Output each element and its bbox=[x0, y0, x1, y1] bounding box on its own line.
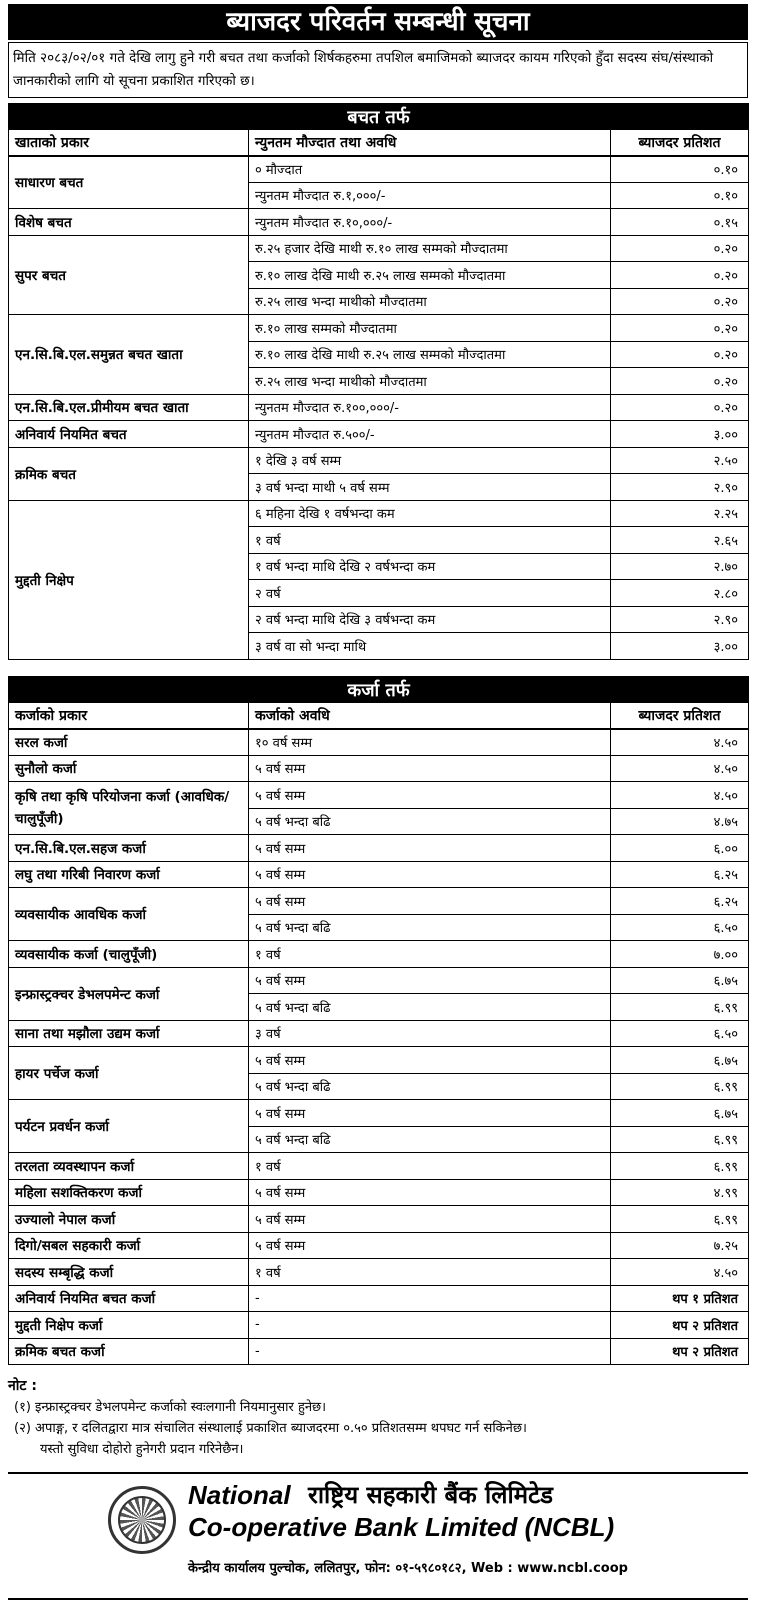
savings-condition-cell: १ वर्ष भन्दा माथि देखि २ वर्षभन्दा कम bbox=[249, 553, 611, 580]
savings-rate-cell: २.५० bbox=[611, 447, 749, 474]
loan-row bbox=[9, 888, 749, 915]
savings-rate-cell: ०.२० bbox=[611, 235, 749, 262]
loan-rate-cell: ४.७५ bbox=[611, 808, 749, 835]
loan-rate-cell: ६.९९ bbox=[611, 994, 749, 1021]
savings-rate-cell: ३.०० bbox=[611, 421, 749, 448]
loan-row bbox=[9, 1179, 749, 1206]
loan-condition-cell: १ वर्ष bbox=[249, 1153, 611, 1180]
savings-rate-cell: ०.२० bbox=[611, 288, 749, 315]
loan-condition-cell: ३ वर्ष bbox=[249, 1020, 611, 1047]
loan-rate-cell: ६.७५ bbox=[611, 1100, 749, 1127]
loan-rate-cell: ६.९९ bbox=[611, 1073, 749, 1100]
loan-rate-cell: ४.५० bbox=[611, 782, 749, 809]
loan-rate-cell: ६.२५ bbox=[611, 888, 749, 915]
loan-type-cell: पर्यटन प्रवर्धन कर्जा bbox=[9, 1100, 249, 1153]
loan-row bbox=[9, 835, 749, 862]
seal-emblem-icon bbox=[118, 1496, 166, 1544]
bank-name-nepali: राष्ट्रिय सहकारी बैंक लिमिटेड bbox=[308, 1481, 554, 1509]
savings-condition-cell: ० मौज्दात bbox=[249, 156, 611, 183]
savings-row bbox=[9, 156, 749, 183]
loan-condition-cell: ५ वर्ष सम्म bbox=[249, 1047, 611, 1074]
savings-type-cell: एन.सि.बि.एल.समुन्नत बचत खाता bbox=[9, 315, 249, 395]
savings-condition-cell: रु.२५ लाख भन्दा माथीको मौज्दातमा bbox=[249, 288, 611, 315]
loan-condition-cell: ५ वर्ष भन्दा बढि bbox=[249, 808, 611, 835]
loan-condition-cell: ५ वर्ष सम्म bbox=[249, 755, 611, 782]
loan-row bbox=[9, 1020, 749, 1047]
loan-row bbox=[9, 1259, 749, 1286]
savings-type-cell: एन.सि.बि.एल.प्रीमीयम बचत खाता bbox=[9, 394, 249, 421]
savings-condition-cell: न्युनतम मौज्दात रु.१,०००/- bbox=[249, 182, 611, 209]
loan-condition-cell: ५ वर्ष सम्म bbox=[249, 888, 611, 915]
savings-rate-cell: २.९० bbox=[611, 474, 749, 501]
loan-condition-cell: ५ वर्ष भन्दा बढि bbox=[249, 994, 611, 1021]
note-item-2: (२) अपाङ्ग, र दलितद्वारा मात्र संचालित संस्थालाई प्रकाशित ब्याजदरमा ०.५० प्रतिशतसम्म थपघट गर्न सकिनेछ। bbox=[14, 1421, 527, 1436]
loans-col-duration: कर्जाको अवधि bbox=[249, 703, 611, 729]
loan-row bbox=[9, 1153, 749, 1180]
loan-condition-cell: १ वर्ष bbox=[249, 941, 611, 968]
savings-col-condition: न्युनतम मौज्दात तथा अवधि bbox=[249, 130, 611, 156]
loan-type-cell: तरलता व्यवस्थापन कर्जा bbox=[9, 1153, 249, 1180]
savings-row bbox=[9, 235, 749, 262]
note-item-1: (१) इन्फ्रास्ट्रक्चर डेभलपमेन्ट कर्जाको स्वःलगानी नियमानुसार हुनेछ। bbox=[14, 1400, 327, 1415]
loan-type-cell: सदस्य सम्बृद्धि कर्जा bbox=[9, 1259, 249, 1286]
savings-rate-cell: ०.२० bbox=[611, 315, 749, 342]
loan-condition-cell: ५ वर्ष सम्म bbox=[249, 1206, 611, 1233]
savings-type-cell: अनिवार्य नियमित बचत bbox=[9, 421, 249, 448]
savings-rate-cell: ०.२० bbox=[611, 341, 749, 368]
savings-condition-cell: २ वर्ष भन्दा माथि देखि ३ वर्षभन्दा कम bbox=[249, 606, 611, 633]
bank-footer bbox=[8, 1472, 748, 1600]
bank-seal-logo bbox=[108, 1486, 176, 1554]
loan-type-cell: व्यवसायीक कर्जा (चालुपूँजी) bbox=[9, 941, 249, 968]
loan-rate-cell: ६.५० bbox=[611, 1020, 749, 1047]
loan-type-cell: अनिवार्य नियमित बचत कर्जा bbox=[9, 1285, 249, 1312]
loan-row bbox=[9, 1232, 749, 1259]
loan-row bbox=[9, 1206, 749, 1233]
loan-condition-cell: - bbox=[249, 1285, 611, 1312]
savings-rate-cell: २.७० bbox=[611, 553, 749, 580]
loan-row bbox=[9, 782, 749, 809]
savings-rate-cell: ०.१० bbox=[611, 182, 749, 209]
savings-type-cell: साधारण बचत bbox=[9, 156, 249, 209]
savings-condition-cell: ६ महिना देखि १ वर्षभन्दा कम bbox=[249, 500, 611, 527]
loan-rate-cell: ७.२५ bbox=[611, 1232, 749, 1259]
loan-type-cell: उज्यालो नेपाल कर्जा bbox=[9, 1206, 249, 1233]
savings-condition-cell: न्युनतम मौज्दात रु.१०,०००/- bbox=[249, 209, 611, 236]
savings-condition-cell: न्युनतम मौज्दात रु.१००,०००/- bbox=[249, 394, 611, 421]
loan-rate-cell: थप २ प्रतिशत bbox=[611, 1312, 749, 1339]
loan-type-cell: एन.सि.बि.एल.सहज कर्जा bbox=[9, 835, 249, 862]
loan-condition-cell: ५ वर्ष सम्म bbox=[249, 835, 611, 862]
savings-rate-table bbox=[8, 103, 749, 660]
loan-type-cell: महिला सशक्तिकरण कर्जा bbox=[9, 1179, 249, 1206]
loan-row bbox=[9, 941, 749, 968]
loan-rate-cell: ६.५० bbox=[611, 914, 749, 941]
savings-condition-cell: १ वर्ष bbox=[249, 527, 611, 554]
loan-rate-cell: ४.५० bbox=[611, 729, 749, 756]
savings-condition-cell: रु.१० लाख सम्मको मौज्दातमा bbox=[249, 315, 611, 342]
loan-type-cell: व्यवसायीक आवधिक कर्जा bbox=[9, 888, 249, 941]
savings-rate-cell: २.८० bbox=[611, 580, 749, 607]
loan-condition-cell: १० वर्ष सम्म bbox=[249, 729, 611, 756]
loan-row bbox=[9, 1100, 749, 1127]
loan-condition-cell: ५ वर्ष भन्दा बढि bbox=[249, 914, 611, 941]
loan-type-cell: इन्फ्रास्ट्रक्चर डेभलपमेन्ट कर्जा bbox=[9, 967, 249, 1020]
loans-heading: कर्जा तर्फ bbox=[9, 677, 749, 703]
savings-rate-cell: ३.०० bbox=[611, 633, 749, 660]
savings-row bbox=[9, 421, 749, 448]
note-item-2-continuation: यस्तो सुविधा दोहोरो हुनेगरी प्रदान गरिनेछैन। bbox=[40, 1442, 244, 1457]
savings-rate-cell: ०.२० bbox=[611, 262, 749, 289]
savings-rate-cell: ०.१० bbox=[611, 156, 749, 183]
savings-condition-cell: रु.२५ लाख भन्दा माथीको मौज्दातमा bbox=[249, 368, 611, 395]
loan-type-cell: दिगो/सबल सहकारी कर्जा bbox=[9, 1232, 249, 1259]
loan-condition-cell: ५ वर्ष भन्दा बढि bbox=[249, 1073, 611, 1100]
loan-condition-cell: ५ वर्ष सम्म bbox=[249, 1100, 611, 1127]
loan-row bbox=[9, 967, 749, 994]
savings-type-cell: विशेष बचत bbox=[9, 209, 249, 236]
bank-address: केन्द्रीय कार्यालय पुल्चोक, ललितपुर, फोन: ०१-५९८०१८२, Web : www.ncbl.coop bbox=[188, 1561, 628, 1576]
savings-condition-cell: ३ वर्ष वा सो भन्दा माथि bbox=[249, 633, 611, 660]
loan-type-cell: मुद्दती निक्षेप कर्जा bbox=[9, 1312, 249, 1339]
loan-type-cell: कृषि तथा कृषि परियोजना कर्जा (आवधिक/चालुपूँजी) bbox=[9, 782, 249, 835]
savings-condition-cell: १ देखि ३ वर्ष सम्म bbox=[249, 447, 611, 474]
loan-rate-cell: ४.५० bbox=[611, 1259, 749, 1286]
savings-condition-cell: रु.१० लाख देखि माथी रु.२५ लाख सम्मको मौज्दातमा bbox=[249, 341, 611, 368]
loan-type-cell: सरल कर्जा bbox=[9, 729, 249, 756]
loan-rate-cell: ४.५० bbox=[611, 755, 749, 782]
savings-heading: बचत तर्फ bbox=[9, 104, 749, 130]
loan-condition-cell: - bbox=[249, 1312, 611, 1339]
loan-condition-cell: ५ वर्ष सम्म bbox=[249, 967, 611, 994]
loan-rate-cell: ६.०० bbox=[611, 835, 749, 862]
loan-rate-table bbox=[8, 676, 749, 1365]
savings-condition-cell: रु.१० लाख देखि माथी रु.२५ लाख सम्मको मौज्दातमा bbox=[249, 262, 611, 289]
loan-row bbox=[9, 1312, 749, 1339]
bank-name-english-line1: National bbox=[188, 1480, 291, 1510]
loan-type-cell: हायर पर्चेज कर्जा bbox=[9, 1047, 249, 1100]
savings-rate-cell: ०.१५ bbox=[611, 209, 749, 236]
loan-rate-cell: ६.२५ bbox=[611, 861, 749, 888]
savings-col-type: खाताको प्रकार bbox=[9, 130, 249, 156]
savings-rate-cell: २.२५ bbox=[611, 500, 749, 527]
loan-type-cell: साना तथा मझौला उद्यम कर्जा bbox=[9, 1020, 249, 1047]
loan-row bbox=[9, 1285, 749, 1312]
savings-condition-cell: न्युनतम मौज्दात रु.५००/- bbox=[249, 421, 611, 448]
savings-rate-cell: २.६५ bbox=[611, 527, 749, 554]
savings-type-cell: क्रमिक बचत bbox=[9, 447, 249, 500]
savings-rate-cell: २.९० bbox=[611, 606, 749, 633]
loan-condition-cell: ५ वर्ष सम्म bbox=[249, 861, 611, 888]
loans-col-type: कर्जाको प्रकार bbox=[9, 703, 249, 729]
loan-rate-cell: ७.०० bbox=[611, 941, 749, 968]
loan-rate-cell: ६.७५ bbox=[611, 1047, 749, 1074]
loan-rate-cell: ६.७५ bbox=[611, 967, 749, 994]
loan-type-cell: सुनौलो कर्जा bbox=[9, 755, 249, 782]
loan-rate-cell: थप १ प्रतिशत bbox=[611, 1285, 749, 1312]
savings-row bbox=[9, 500, 749, 527]
notice-title: ब्याजदर परिवर्तन सम्बन्धी सूचना bbox=[8, 4, 748, 40]
loan-rate-cell: ६.९९ bbox=[611, 1153, 749, 1180]
loan-row bbox=[9, 755, 749, 782]
loan-rate-cell: थप २ प्रतिशत bbox=[611, 1338, 749, 1365]
bank-name-english-line2: Co-operative Bank Limited (NCBL) bbox=[188, 1512, 615, 1542]
savings-rate-cell: ०.२० bbox=[611, 368, 749, 395]
savings-type-cell: मुद्दती निक्षेप bbox=[9, 500, 249, 659]
savings-row bbox=[9, 447, 749, 474]
loan-condition-cell: १ वर्ष bbox=[249, 1259, 611, 1286]
loan-row bbox=[9, 729, 749, 756]
loans-col-rate: ब्याजदर प्रतिशत bbox=[611, 703, 749, 729]
savings-condition-cell: ३ वर्ष भन्दा माथी ५ वर्ष सम्म bbox=[249, 474, 611, 501]
loan-row bbox=[9, 1338, 749, 1365]
savings-row bbox=[9, 315, 749, 342]
loan-condition-cell: ५ वर्ष भन्दा बढि bbox=[249, 1126, 611, 1153]
loan-condition-cell: ५ वर्ष सम्म bbox=[249, 1179, 611, 1206]
savings-row bbox=[9, 209, 749, 236]
loan-condition-cell: ५ वर्ष सम्म bbox=[249, 1232, 611, 1259]
loan-condition-cell: - bbox=[249, 1338, 611, 1365]
savings-condition-cell: रु.२५ हजार देखि माथी रु.१० लाख सम्मको मौज्दातमा bbox=[249, 235, 611, 262]
savings-type-cell: सुपर बचत bbox=[9, 235, 249, 315]
intro-paragraph: मिति २०८३/०२/०१ गते देखि लागु हुने गरी बचत तथा कर्जाको शिर्षकहरुमा तपशिल बमाजिमको ब्याजदर कायम गरिएको हुँदा सदस्य संघ/संस्थाको जानकारीको लागि यो सूचना प्रकाशित गरिएको छ। bbox=[8, 42, 748, 98]
loan-rate-cell: ६.९९ bbox=[611, 1126, 749, 1153]
loan-condition-cell: ५ वर्ष सम्म bbox=[249, 782, 611, 809]
loan-rate-cell: ४.९९ bbox=[611, 1179, 749, 1206]
savings-col-rate: ब्याजदर प्रतिशत bbox=[611, 130, 749, 156]
notes-section bbox=[8, 1376, 748, 1460]
savings-row bbox=[9, 394, 749, 421]
loan-row bbox=[9, 1047, 749, 1074]
savings-rate-cell: ०.२० bbox=[611, 394, 749, 421]
loan-type-cell: लघु तथा गरिबी निवारण कर्जा bbox=[9, 861, 249, 888]
loan-row bbox=[9, 861, 749, 888]
notes-heading: नोट : bbox=[8, 1378, 37, 1394]
loan-type-cell: क्रमिक बचत कर्जा bbox=[9, 1338, 249, 1365]
loan-rate-cell: ६.९९ bbox=[611, 1206, 749, 1233]
savings-condition-cell: २ वर्ष bbox=[249, 580, 611, 607]
